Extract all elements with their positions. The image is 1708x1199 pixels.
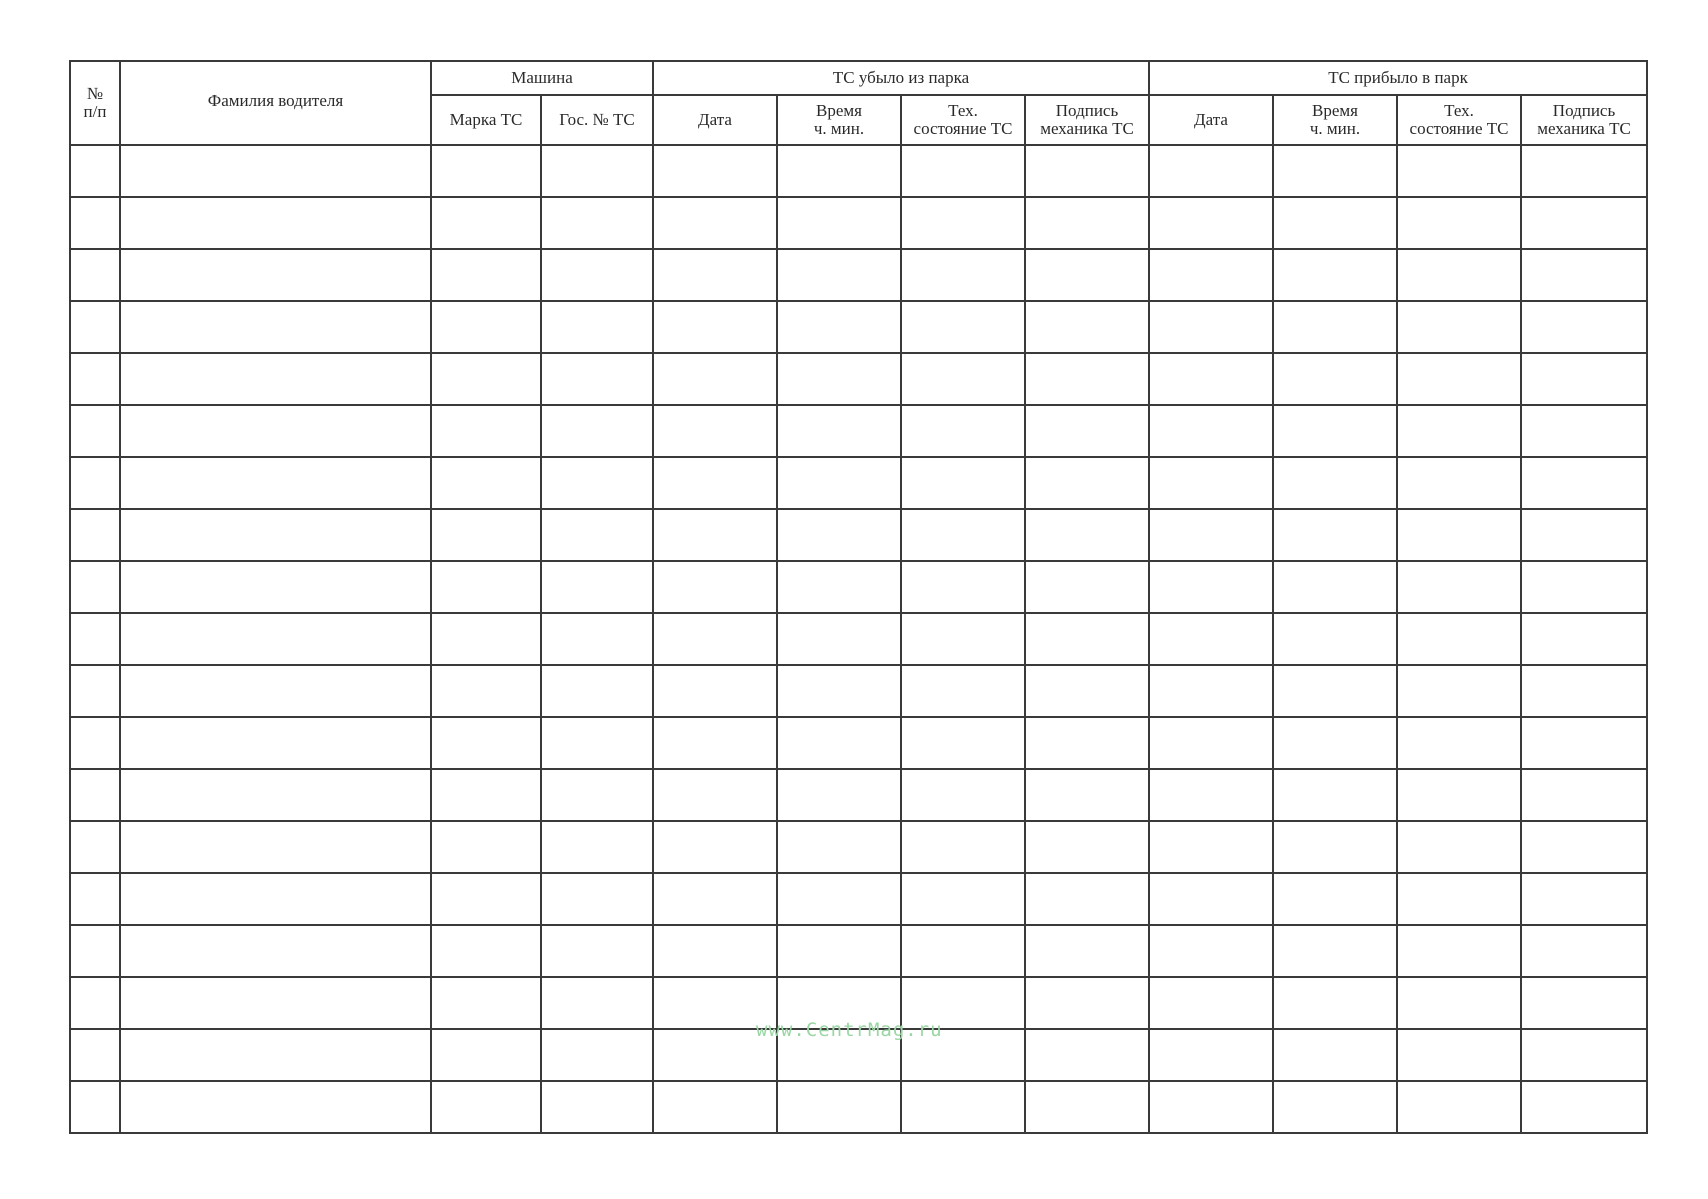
cell-departed-time[interactable] [777, 457, 901, 509]
cell-departed-date[interactable] [653, 873, 777, 925]
cell-departed-signature[interactable] [1025, 769, 1149, 821]
table-row [70, 717, 1647, 769]
col-departed-condition-header [901, 95, 1025, 145]
cell-departed-condition[interactable] [901, 665, 1025, 717]
table-row [70, 301, 1647, 353]
cell-departed-time[interactable] [777, 1081, 901, 1133]
cell-brand[interactable] [431, 717, 541, 769]
cell-departed-date[interactable] [653, 145, 777, 197]
cell-departed-signature[interactable] [1025, 509, 1149, 561]
table-row [70, 353, 1647, 405]
group-departed-header: ТС убыло из парка [653, 61, 1149, 95]
cell-brand[interactable] [431, 769, 541, 821]
col-plate-header: Гос. № ТС [541, 95, 653, 145]
cell-driver[interactable] [120, 977, 431, 1029]
cell-arrived-condition[interactable] [1397, 561, 1521, 613]
cell-number[interactable] [70, 769, 120, 821]
cell-arrived-signature[interactable] [1521, 249, 1647, 301]
cell-arrived-condition[interactable] [1397, 405, 1521, 457]
cell-arrived-time[interactable] [1273, 821, 1397, 873]
col-number-header-line-2: п/п [83, 102, 107, 121]
cell-departed-signature[interactable] [1025, 197, 1149, 249]
cell-departed-signature[interactable] [1025, 873, 1149, 925]
header-row-groups [70, 61, 1647, 95]
col-departed-condition-line-2: состояние ТС [913, 119, 1013, 138]
cell-arrived-date[interactable] [1149, 405, 1273, 457]
cell-brand[interactable] [431, 249, 541, 301]
cell-driver[interactable] [120, 769, 431, 821]
vehicle-log-table [69, 60, 1648, 1134]
table-row [70, 925, 1647, 977]
cell-number[interactable] [70, 353, 120, 405]
cell-departed-date[interactable] [653, 925, 777, 977]
cell-arrived-signature[interactable] [1521, 457, 1647, 509]
group-arrived-header: ТС прибыло в парк [1149, 61, 1647, 95]
cell-departed-date[interactable] [653, 1081, 777, 1133]
cell-driver[interactable] [120, 405, 431, 457]
cell-arrived-date[interactable] [1149, 873, 1273, 925]
cell-arrived-signature[interactable] [1521, 717, 1647, 769]
cell-departed-date[interactable] [653, 353, 777, 405]
cell-driver[interactable] [120, 1081, 431, 1133]
col-departed-date-header: Дата [653, 95, 777, 145]
table-row [70, 769, 1647, 821]
cell-number[interactable] [70, 1029, 120, 1081]
cell-driver[interactable] [120, 613, 431, 665]
col-arrived-condition-header [1397, 95, 1521, 145]
cell-brand[interactable] [431, 873, 541, 925]
cell-driver[interactable] [120, 925, 431, 977]
cell-number[interactable] [70, 717, 120, 769]
table-header [70, 61, 1647, 145]
col-arrived-time-line-1: Время [1312, 101, 1358, 120]
cell-plate[interactable] [541, 561, 653, 613]
cell-plate[interactable] [541, 821, 653, 873]
cell-arrived-signature[interactable] [1521, 613, 1647, 665]
cell-arrived-condition[interactable] [1397, 457, 1521, 509]
col-arrived-signature-line-1: Подпись [1552, 101, 1616, 120]
cell-arrived-time[interactable] [1273, 717, 1397, 769]
cell-driver[interactable] [120, 457, 431, 509]
cell-arrived-signature[interactable] [1521, 353, 1647, 405]
cell-arrived-signature[interactable] [1521, 145, 1647, 197]
table-row [70, 1081, 1647, 1133]
cell-arrived-date[interactable] [1149, 1029, 1273, 1081]
cell-departed-signature[interactable] [1025, 925, 1149, 977]
cell-arrived-time[interactable] [1273, 301, 1397, 353]
cell-departed-time[interactable] [777, 561, 901, 613]
cell-arrived-condition[interactable] [1397, 1029, 1521, 1081]
cell-departed-time[interactable] [777, 405, 901, 457]
cell-plate[interactable] [541, 717, 653, 769]
cell-arrived-date[interactable] [1149, 717, 1273, 769]
cell-plate[interactable] [541, 509, 653, 561]
cell-departed-time[interactable] [777, 353, 901, 405]
cell-brand[interactable] [431, 1029, 541, 1081]
cell-plate[interactable] [541, 977, 653, 1029]
cell-arrived-condition[interactable] [1397, 145, 1521, 197]
cell-plate[interactable] [541, 353, 653, 405]
table-row [70, 249, 1647, 301]
cell-brand[interactable] [431, 145, 541, 197]
cell-brand[interactable] [431, 821, 541, 873]
cell-arrived-condition[interactable] [1397, 821, 1521, 873]
cell-number[interactable] [70, 821, 120, 873]
col-number-header-line-1: № [86, 84, 104, 103]
table-row [70, 457, 1647, 509]
col-arrived-condition-line-2: состояние ТС [1409, 119, 1509, 138]
cell-number[interactable] [70, 457, 120, 509]
cell-number[interactable] [70, 665, 120, 717]
cell-departed-signature[interactable] [1025, 301, 1149, 353]
cell-departed-time[interactable] [777, 873, 901, 925]
col-departed-time-line-1: Время [816, 101, 862, 120]
cell-departed-date[interactable] [653, 821, 777, 873]
cell-departed-signature[interactable] [1025, 405, 1149, 457]
col-departed-signature-header [1025, 95, 1149, 145]
cell-arrived-condition[interactable] [1397, 509, 1521, 561]
cell-departed-date[interactable] [653, 613, 777, 665]
cell-number[interactable] [70, 405, 120, 457]
cell-arrived-signature[interactable] [1521, 1081, 1647, 1133]
cell-departed-time[interactable] [777, 145, 901, 197]
cell-arrived-date[interactable] [1149, 561, 1273, 613]
cell-departed-signature[interactable] [1025, 457, 1149, 509]
cell-driver[interactable] [120, 561, 431, 613]
cell-arrived-time[interactable] [1273, 353, 1397, 405]
cell-plate[interactable] [541, 1081, 653, 1133]
col-brand-header: Марка ТС [431, 95, 541, 145]
cell-number[interactable] [70, 977, 120, 1029]
cell-departed-time[interactable] [777, 249, 901, 301]
col-driver-header-label: Фамилия водителя [207, 91, 344, 110]
cell-arrived-date[interactable] [1149, 197, 1273, 249]
cell-arrived-time[interactable] [1273, 197, 1397, 249]
cell-arrived-time[interactable] [1273, 1029, 1397, 1081]
cell-departed-time[interactable] [777, 197, 901, 249]
cell-arrived-date[interactable] [1149, 509, 1273, 561]
cell-driver[interactable] [120, 665, 431, 717]
table-row [70, 665, 1647, 717]
cell-arrived-signature[interactable] [1521, 925, 1647, 977]
cell-departed-time[interactable] [777, 509, 901, 561]
cell-departed-date[interactable] [653, 197, 777, 249]
cell-number[interactable] [70, 1081, 120, 1133]
cell-departed-time[interactable] [777, 665, 901, 717]
cell-departed-time[interactable] [777, 301, 901, 353]
cell-departed-signature[interactable] [1025, 665, 1149, 717]
col-departed-time-line-2: ч. мин. [813, 119, 865, 138]
cell-arrived-signature[interactable] [1521, 821, 1647, 873]
cell-departed-time[interactable] [777, 821, 901, 873]
cell-arrived-time[interactable] [1273, 1081, 1397, 1133]
table-row [70, 405, 1647, 457]
cell-arrived-date[interactable] [1149, 353, 1273, 405]
cell-departed-condition[interactable] [901, 769, 1025, 821]
cell-departed-date[interactable] [653, 249, 777, 301]
cell-departed-signature[interactable] [1025, 717, 1149, 769]
cell-arrived-condition[interactable] [1397, 249, 1521, 301]
cell-departed-condition[interactable] [901, 925, 1025, 977]
cell-arrived-time[interactable] [1273, 613, 1397, 665]
cell-departed-condition[interactable] [901, 1081, 1025, 1133]
cell-plate[interactable] [541, 613, 653, 665]
cell-brand[interactable] [431, 1081, 541, 1133]
cell-brand[interactable] [431, 977, 541, 1029]
cell-number[interactable] [70, 509, 120, 561]
cell-departed-signature[interactable] [1025, 353, 1149, 405]
cell-arrived-date[interactable] [1149, 249, 1273, 301]
cell-arrived-signature[interactable] [1521, 977, 1647, 1029]
cell-departed-condition[interactable] [901, 509, 1025, 561]
cell-driver[interactable] [120, 873, 431, 925]
cell-plate[interactable] [541, 405, 653, 457]
cell-brand[interactable] [431, 665, 541, 717]
cell-arrived-condition[interactable] [1397, 353, 1521, 405]
cell-departed-condition[interactable] [901, 405, 1025, 457]
cell-number[interactable] [70, 197, 120, 249]
cell-arrived-date[interactable] [1149, 977, 1273, 1029]
cell-arrived-condition[interactable] [1397, 873, 1521, 925]
cell-driver[interactable] [120, 717, 431, 769]
cell-departed-condition[interactable] [901, 249, 1025, 301]
col-arrived-date-header: Дата [1149, 95, 1273, 145]
cell-driver[interactable] [120, 249, 431, 301]
col-departed-condition-line-1: Тех. [948, 101, 978, 120]
cell-brand[interactable] [431, 197, 541, 249]
cell-arrived-date[interactable] [1149, 665, 1273, 717]
cell-driver[interactable] [120, 301, 431, 353]
cell-arrived-signature[interactable] [1521, 1029, 1647, 1081]
cell-departed-date[interactable] [653, 769, 777, 821]
cell-driver[interactable] [120, 353, 431, 405]
cell-arrived-date[interactable] [1149, 821, 1273, 873]
group-machine-header: Машина [431, 61, 653, 95]
cell-arrived-time[interactable] [1273, 509, 1397, 561]
cell-departed-condition[interactable] [901, 821, 1025, 873]
cell-departed-signature[interactable] [1025, 145, 1149, 197]
cell-arrived-signature[interactable] [1521, 561, 1647, 613]
cell-departed-signature[interactable] [1025, 821, 1149, 873]
cell-arrived-condition[interactable] [1397, 613, 1521, 665]
cell-departed-date[interactable] [653, 665, 777, 717]
cell-departed-time[interactable] [777, 613, 901, 665]
table-row [70, 561, 1647, 613]
cell-brand[interactable] [431, 457, 541, 509]
cell-departed-signature[interactable] [1025, 613, 1149, 665]
cell-number[interactable] [70, 301, 120, 353]
cell-brand[interactable] [431, 301, 541, 353]
cell-departed-time[interactable] [777, 769, 901, 821]
cell-arrived-signature[interactable] [1521, 301, 1647, 353]
col-departed-time-header [777, 95, 901, 145]
cell-arrived-signature[interactable] [1521, 873, 1647, 925]
cell-number[interactable] [70, 249, 120, 301]
cell-arrived-condition[interactable] [1397, 717, 1521, 769]
cell-plate[interactable] [541, 301, 653, 353]
cell-plate[interactable] [541, 145, 653, 197]
cell-arrived-condition[interactable] [1397, 301, 1521, 353]
cell-driver[interactable] [120, 821, 431, 873]
cell-driver[interactable] [120, 145, 431, 197]
cell-arrived-date[interactable] [1149, 457, 1273, 509]
cell-arrived-time[interactable] [1273, 561, 1397, 613]
cell-arrived-condition[interactable] [1397, 925, 1521, 977]
cell-departed-date[interactable] [653, 509, 777, 561]
cell-arrived-time[interactable] [1273, 925, 1397, 977]
cell-arrived-condition[interactable] [1397, 977, 1521, 1029]
col-arrived-time-header [1273, 95, 1397, 145]
cell-arrived-signature[interactable] [1521, 405, 1647, 457]
cell-arrived-time[interactable] [1273, 249, 1397, 301]
cell-arrived-date[interactable] [1149, 613, 1273, 665]
cell-plate[interactable] [541, 249, 653, 301]
cell-number[interactable] [70, 613, 120, 665]
cell-arrived-signature[interactable] [1521, 197, 1647, 249]
cell-arrived-time[interactable] [1273, 665, 1397, 717]
col-driver-header [120, 61, 431, 145]
col-arrived-time-line-2: ч. мин. [1309, 119, 1361, 138]
cell-plate[interactable] [541, 1029, 653, 1081]
cell-plate[interactable] [541, 769, 653, 821]
cell-arrived-condition[interactable] [1397, 197, 1521, 249]
table-row [70, 821, 1647, 873]
cell-arrived-date[interactable] [1149, 769, 1273, 821]
cell-brand[interactable] [431, 613, 541, 665]
cell-plate[interactable] [541, 925, 653, 977]
cell-departed-condition[interactable] [901, 301, 1025, 353]
cell-departed-condition[interactable] [901, 561, 1025, 613]
col-departed-signature-line-1: Подпись [1055, 101, 1119, 120]
cell-departed-time[interactable] [777, 925, 901, 977]
cell-plate[interactable] [541, 457, 653, 509]
col-arrived-signature-line-2: механика ТС [1537, 119, 1631, 138]
cell-brand[interactable] [431, 405, 541, 457]
watermark-text: www.CentrMag.ru [756, 1019, 943, 1041]
cell-brand[interactable] [431, 509, 541, 561]
cell-departed-signature[interactable] [1025, 249, 1149, 301]
cell-departed-signature[interactable] [1025, 1081, 1149, 1133]
cell-departed-signature[interactable] [1025, 1029, 1149, 1081]
cell-arrived-time[interactable] [1273, 873, 1397, 925]
cell-number[interactable] [70, 561, 120, 613]
cell-brand[interactable] [431, 561, 541, 613]
cell-arrived-time[interactable] [1273, 145, 1397, 197]
table-row [70, 873, 1647, 925]
cell-plate[interactable] [541, 665, 653, 717]
cell-number[interactable] [70, 873, 120, 925]
table-row [70, 197, 1647, 249]
cell-brand[interactable] [431, 353, 541, 405]
table-row [70, 145, 1647, 197]
cell-arrived-condition[interactable] [1397, 665, 1521, 717]
cell-departed-date[interactable] [653, 457, 777, 509]
cell-arrived-signature[interactable] [1521, 769, 1647, 821]
cell-departed-condition[interactable] [901, 353, 1025, 405]
cell-departed-signature[interactable] [1025, 561, 1149, 613]
cell-driver[interactable] [120, 509, 431, 561]
cell-number[interactable] [70, 925, 120, 977]
cell-departed-condition[interactable] [901, 873, 1025, 925]
cell-departed-date[interactable] [653, 301, 777, 353]
col-arrived-signature-header [1521, 95, 1647, 145]
cell-driver[interactable] [120, 197, 431, 249]
cell-arrived-signature[interactable] [1521, 665, 1647, 717]
cell-arrived-date[interactable] [1149, 925, 1273, 977]
cell-plate[interactable] [541, 197, 653, 249]
cell-arrived-time[interactable] [1273, 405, 1397, 457]
cell-arrived-time[interactable] [1273, 977, 1397, 1029]
cell-arrived-date[interactable] [1149, 301, 1273, 353]
cell-arrived-time[interactable] [1273, 769, 1397, 821]
cell-departed-date[interactable] [653, 561, 777, 613]
cell-departed-time[interactable] [777, 717, 901, 769]
cell-departed-condition[interactable] [901, 717, 1025, 769]
table-row [70, 613, 1647, 665]
cell-departed-condition[interactable] [901, 197, 1025, 249]
table-row [70, 509, 1647, 561]
cell-departed-condition[interactable] [901, 457, 1025, 509]
cell-departed-signature[interactable] [1025, 977, 1149, 1029]
cell-arrived-date[interactable] [1149, 145, 1273, 197]
cell-arrived-condition[interactable] [1397, 769, 1521, 821]
cell-departed-condition[interactable] [901, 613, 1025, 665]
cell-arrived-time[interactable] [1273, 457, 1397, 509]
cell-brand[interactable] [431, 925, 541, 977]
cell-number[interactable] [70, 145, 120, 197]
cell-driver[interactable] [120, 1029, 431, 1081]
cell-departed-condition[interactable] [901, 145, 1025, 197]
col-arrived-condition-line-1: Тех. [1444, 101, 1474, 120]
col-departed-signature-line-2: механика ТС [1040, 119, 1134, 138]
cell-arrived-date[interactable] [1149, 1081, 1273, 1133]
cell-arrived-condition[interactable] [1397, 1081, 1521, 1133]
table-body [70, 145, 1647, 1133]
cell-departed-date[interactable] [653, 717, 777, 769]
cell-arrived-signature[interactable] [1521, 509, 1647, 561]
col-number-header [70, 61, 120, 145]
cell-plate[interactable] [541, 873, 653, 925]
cell-departed-date[interactable] [653, 405, 777, 457]
